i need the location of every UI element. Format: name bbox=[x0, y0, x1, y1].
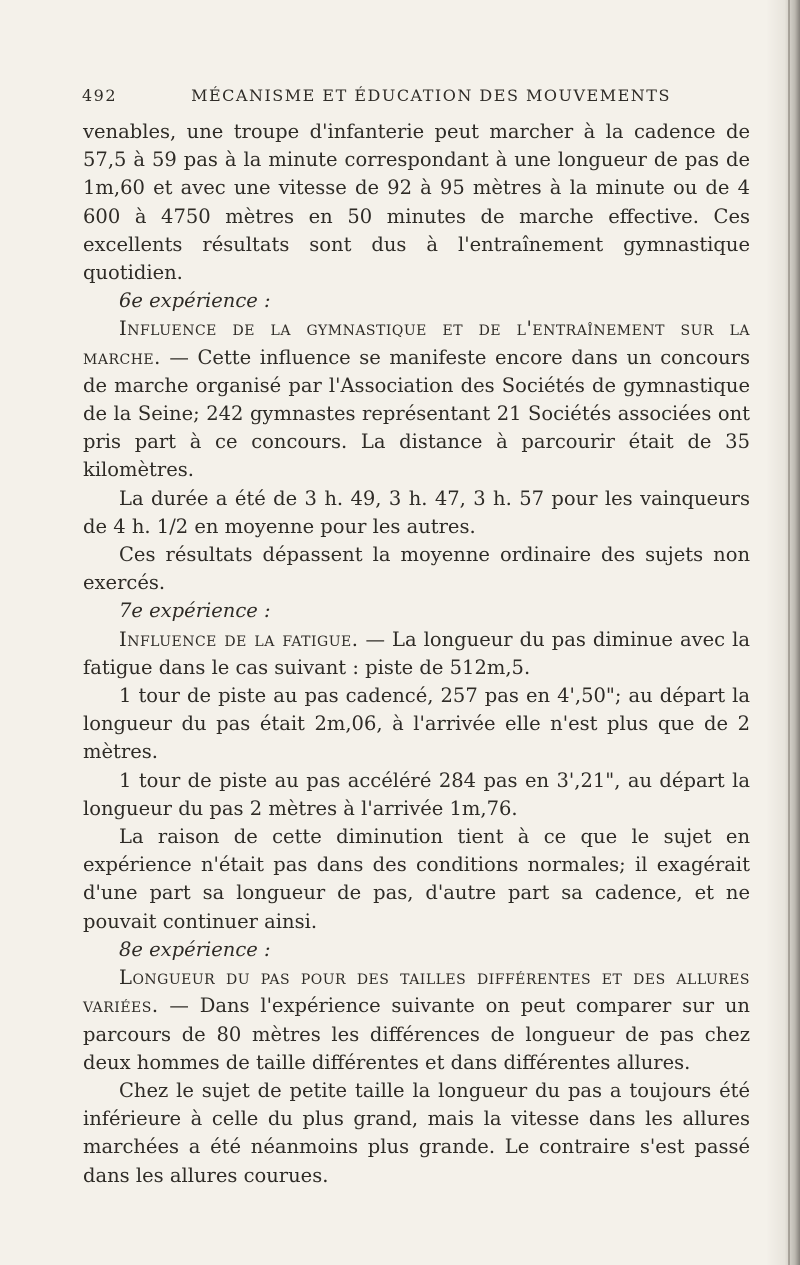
page-edge-shadow bbox=[766, 0, 800, 1265]
paragraph-results: Ces résultats dépassent la moyenne ordinaire des sujets non exercés. bbox=[83, 543, 750, 595]
paragraph-conclusion: Chez le sujet de petite taille la longueur du pas a toujours été inférieure à celle du plus grand, mais la vitesse dans les allures marchées a été néanmoins plus grande. Le contraire s'est passé dans les allures courues. bbox=[83, 1078, 750, 1187]
paragraph-continuation: venables, une troupe d'infanterie peut marcher à la cadence de 57,5 à 59 pas à la minute correspondant à une longueur de pas de 1m,60 et avec une vitesse de 92 à 95 mètres à la minute ou de 4 600 à 4750 mètres en 50 minutes de marche effective. Ces excellents résultats sont dus à l'entraînement gymnastique quotidien. bbox=[83, 120, 750, 285]
paragraph-cadenced-lap: 1 tour de piste au pas cadencé, 257 pas en 4',50"; au départ la longueur du pas était 2m,06, à l'arrivée elle n'est plus que de 2 mètres. bbox=[83, 684, 750, 764]
paragraph-accelerated-lap: 1 tour de piste au pas accéléré 284 pas en 3',21", au départ la longueur du pas 2 mètres à l'arrivée 1m,76. bbox=[83, 768, 750, 820]
experiment-6-text: — Cette influence se manifeste encore dans un concours de marche organisé par l'Association des Sociétés de gymnastique de la Seine; 242 gymnastes représentant 21 Sociétés associées ont pris part à ce concours. La distance à parcourir était de 35 kilomètres. bbox=[83, 345, 750, 482]
experiment-8-text: — Dans l'expérience suivante on peut comparer sur un parcours de 80 mètres les différences de longueur de pas chez deux hommes de taille différentes et dans différentes allures. bbox=[83, 994, 750, 1074]
experiment-6-heading: 6e expérience : bbox=[119, 289, 271, 313]
experiment-6-paragraph bbox=[83, 315, 750, 484]
experiment-8-heading: 8e expérience : bbox=[119, 937, 271, 961]
body-text bbox=[83, 118, 750, 1190]
experiment-7-heading: 7e expérience : bbox=[119, 599, 271, 623]
paragraph-reason: La raison de cette diminution tient à ce que le sujet en expérience n'était pas dans des conditions normales; il exagérait d'une part sa longueur de pas, d'autre part sa cadence, et ne pouvait continuer ainsi. bbox=[83, 825, 750, 933]
page-number: 492 bbox=[82, 86, 118, 105]
page-header bbox=[82, 86, 750, 112]
experiment-8-title: Longueur du pas pour des tailles différentes et des allures variées. bbox=[83, 966, 750, 1018]
experiment-8-paragraph bbox=[83, 964, 750, 1077]
experiment-7-title: Influence de la fatigue. bbox=[119, 627, 359, 651]
experiment-7-paragraph bbox=[83, 626, 750, 682]
running-title: MÉCANISME ET ÉDUCATION DES MOUVEMENTS bbox=[191, 86, 671, 105]
paragraph-durations: La durée a été de 3 h. 49, 3 h. 47, 3 h. 57 pour les vainqueurs de 4 h. 1/2 en moyenne pour les autres. bbox=[83, 486, 750, 538]
experiment-6-title: Influence de la gymnastique et de l'entraînement sur la marche. bbox=[83, 317, 750, 369]
experiment-7-text: — La longueur du pas diminue avec la fatigue dans le cas suivant : piste de 512m,5. bbox=[83, 627, 750, 679]
page-edge-line bbox=[788, 0, 790, 1265]
